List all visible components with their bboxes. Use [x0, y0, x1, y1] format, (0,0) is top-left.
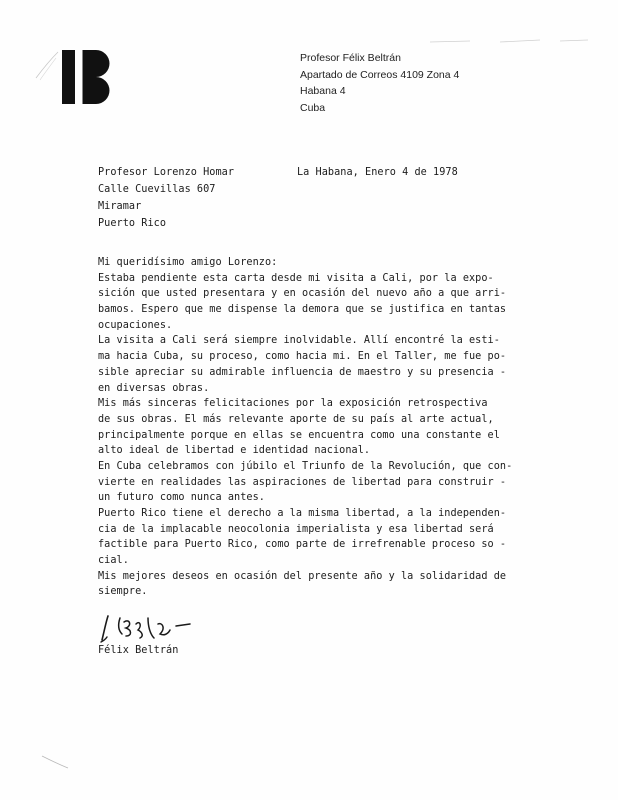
scan-mark — [40, 752, 70, 772]
body-line: Mis más sinceras felicitaciones por la exposición retrospectiva — [98, 398, 488, 410]
body-line: Mi queridísimo amigo Lorenzo: — [98, 257, 278, 268]
body-line: un futuro como nunca antes. — [98, 492, 265, 504]
handwritten-signature — [96, 604, 206, 648]
body-line: en diversas obras. — [98, 382, 210, 394]
letter-date: La Habana, Enero 4 de 1978 — [297, 167, 458, 178]
letterhead-line: Cuba — [300, 101, 326, 114]
scan-mark — [430, 36, 590, 46]
body-line: vierte en realidades las aspiraciones de libertad para construir - — [98, 476, 507, 488]
body-line: alto ideal de libertad e identidad nacional. — [98, 445, 371, 457]
body-line: Estaba pendiente esta carta desde mi visita a Cali, por la expo- — [98, 272, 494, 284]
letter-body — [98, 255, 512, 600]
recipient-line: Puerto Rico — [98, 218, 167, 229]
body-line: principalmente porque en ellas se encuentra como una constante el — [98, 429, 500, 441]
body-line: ocupaciones. — [98, 319, 173, 331]
letterhead-address — [300, 50, 459, 116]
body-line: cial. — [98, 555, 129, 567]
body-line: sición que usted presentara y en ocasión del nuevo año a que arri- — [98, 288, 507, 300]
body-line: sible apreciar su admirable influencia de maestro y su presencia - — [98, 366, 507, 378]
letterhead-line: Apartado de Correos 4109 Zona 4 — [300, 68, 460, 81]
body-line: La visita a Cali será siempre inolvidable. Allí encontré la esti- — [98, 335, 500, 347]
body-line: bamos. Espero que me dispense la demora que se justifica en tantas — [98, 304, 507, 316]
body-line: Mis mejores deseos en ocasión del presente año y la solidaridad de — [98, 570, 507, 582]
body-line: ma hacia Cuba, su proceso, como hacia mi. En el Taller, me fue po- — [98, 351, 507, 363]
body-line: de sus obras. El más relevante aporte de su país al arte actual, — [98, 413, 494, 425]
letterhead-line: Habana 4 — [300, 85, 346, 97]
beltran-logo — [62, 50, 110, 104]
recipient-address — [98, 164, 234, 232]
body-line: Puerto Rico tiene el derecho a la misma libertad, a la independen- — [98, 508, 507, 519]
scan-mark — [34, 48, 60, 82]
body-line: cia de la implacable neocolonia imperialista y esa libertad será — [98, 523, 494, 535]
body-line: En Cuba celebramos con júbilo el Triunfo de la Revolución, que con- — [98, 460, 513, 472]
signer-name: Félix Beltrán — [98, 645, 179, 656]
body-line: siempre. — [98, 586, 148, 598]
body-line: factible para Puerto Rico, como parte de irrefrenable proceso so - — [98, 539, 507, 551]
recipient-line: Miramar — [98, 201, 142, 212]
letterhead-line: Profesor Félix Beltrán — [300, 52, 401, 64]
recipient-line: Profesor Lorenzo Homar — [98, 167, 235, 178]
recipient-line: Calle Cuevillas 607 — [98, 184, 216, 195]
